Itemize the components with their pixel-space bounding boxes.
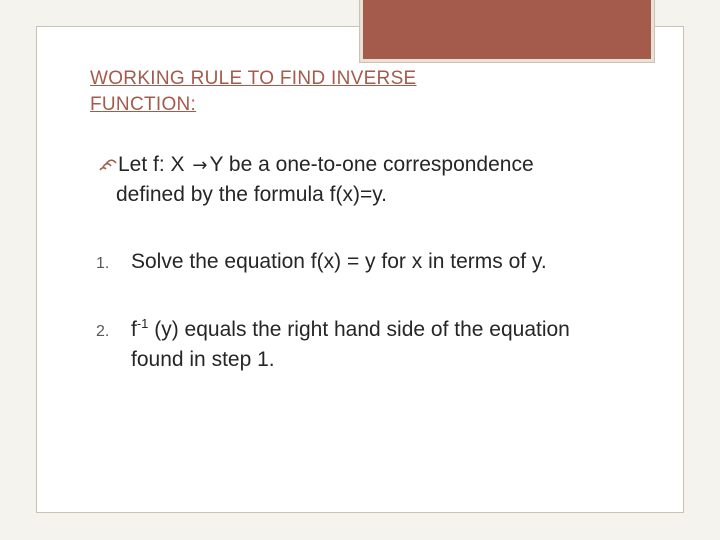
step-text: Solve the equation f(x) = y for x in terms of y. [131,250,547,273]
step-number: 2. [96,323,110,340]
bullet-text-prefix: Let f: X [118,153,191,176]
step-text-prefix: f [131,318,137,341]
bullet-item [98,150,658,209]
step-2 [96,315,676,375]
step-text [131,315,570,375]
step-text-suffix: (y) equals the right hand side of the equation [148,318,570,341]
bullet-continuation: defined by the formula f(x)=y. [116,183,387,206]
step-superscript: -1 [136,316,149,331]
step-continuation: found in step 1. [131,348,275,371]
wave-bullet-icon [98,157,118,173]
step-number: 1. [96,255,110,272]
slide-title: WORKING RULE TO FIND INVERSE FUNCTION: [90,68,417,115]
bullet-text-suffix: Y be a one-to-one correspondence [209,153,534,176]
arrow-icon: → [192,155,208,176]
accent-tab [360,0,654,62]
step-1 [96,247,676,277]
